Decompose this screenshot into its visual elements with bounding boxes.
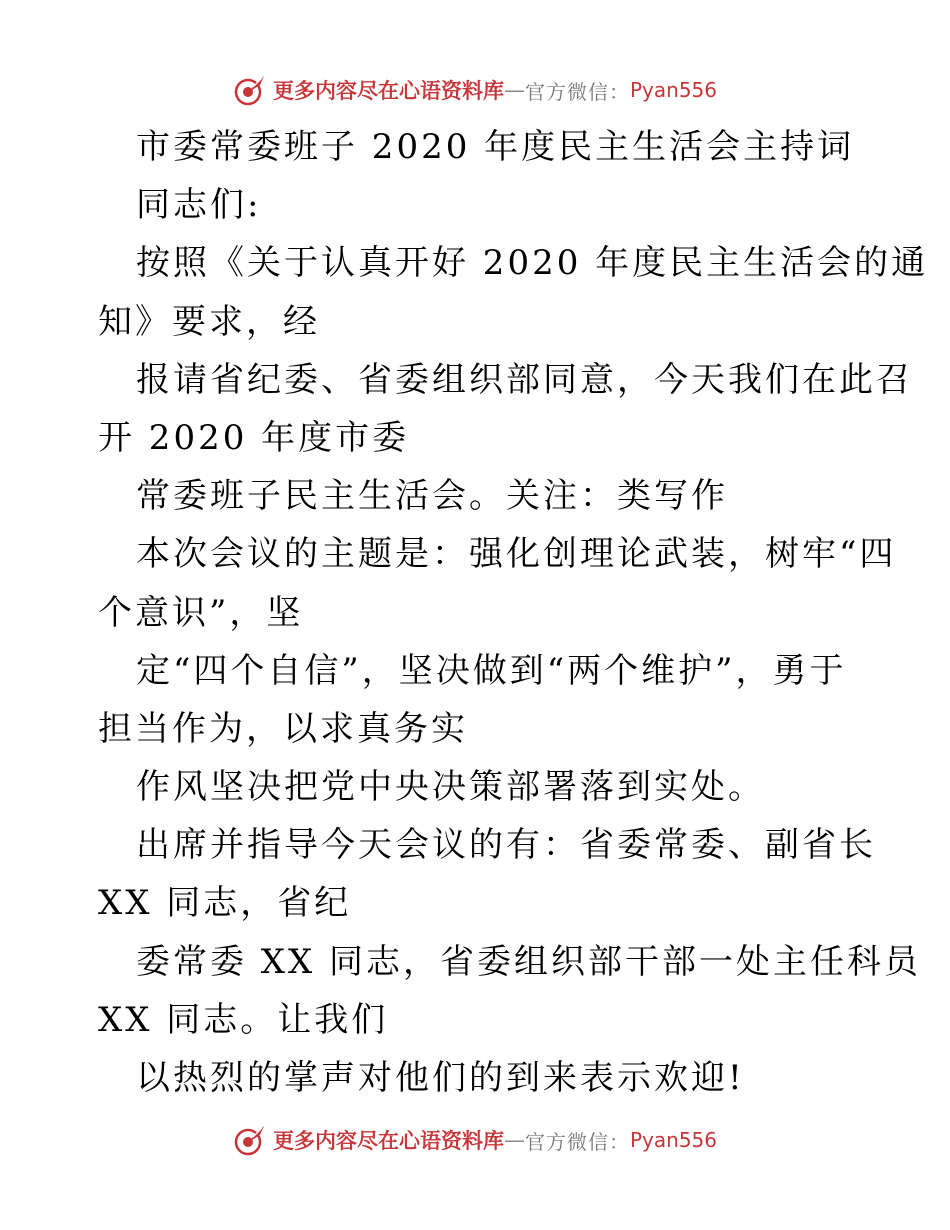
document-line: XX 同志，省纪 <box>98 883 352 924</box>
document-line: 报请省纪委、省委组织部同意，今天我们在此召 <box>136 359 913 400</box>
document-line: 同志们: <box>136 185 262 226</box>
watermark-handle: Pyan556 <box>629 78 717 102</box>
document-line: XX 同志。让我们 <box>98 999 389 1040</box>
watermark-subtitle: 官方微信： <box>524 1129 630 1154</box>
watermark-title: 更多内容尽在心语资料库 <box>272 79 504 103</box>
document-line: 委常委 XX 同志，省委组织部干部一处主任科员 <box>136 941 922 982</box>
document-line: 市委常委班子 2020 年度民主生活会主持词 <box>136 127 855 167</box>
document-line: 出席并指导今天会议的有：省委常委、副省长 <box>136 825 876 866</box>
document-line: 以热烈的掌声对他们的到来表示欢迎! <box>136 1058 745 1098</box>
watermark-banner-top <box>0 70 950 110</box>
document-line: 常委班子民主生活会。关注：类写作 <box>136 476 728 517</box>
quill-logo-icon <box>233 1123 267 1157</box>
watermark-dash: — <box>503 78 525 102</box>
document-line: 个意识”，坚 <box>98 592 304 633</box>
watermark-banner-bottom <box>0 1120 950 1160</box>
document-line: 本次会议的主题是：强化创理论武装，树牢“四 <box>136 534 897 575</box>
document-line: 作风坚决把党中央决策部署落到实处。 <box>136 767 765 808</box>
watermark-handle: Pyan556 <box>629 1128 717 1152</box>
quill-logo-icon <box>233 73 267 107</box>
document-line: 按照《关于认真开好 2020 年度民主生活会的通 <box>136 243 929 284</box>
document-line: 担当作为，以求真务实 <box>98 708 468 749</box>
document-line: 开 2020 年度市委 <box>98 417 410 458</box>
watermark-dash: — <box>503 1128 525 1152</box>
document-line: 定“四个自信”，坚决做到“两个维护”，勇于 <box>136 650 847 691</box>
watermark-title: 更多内容尽在心语资料库 <box>272 1129 504 1153</box>
document-line: 知》要求，经 <box>98 301 320 342</box>
document-body <box>98 118 929 1107</box>
watermark-subtitle: 官方微信： <box>524 79 630 104</box>
